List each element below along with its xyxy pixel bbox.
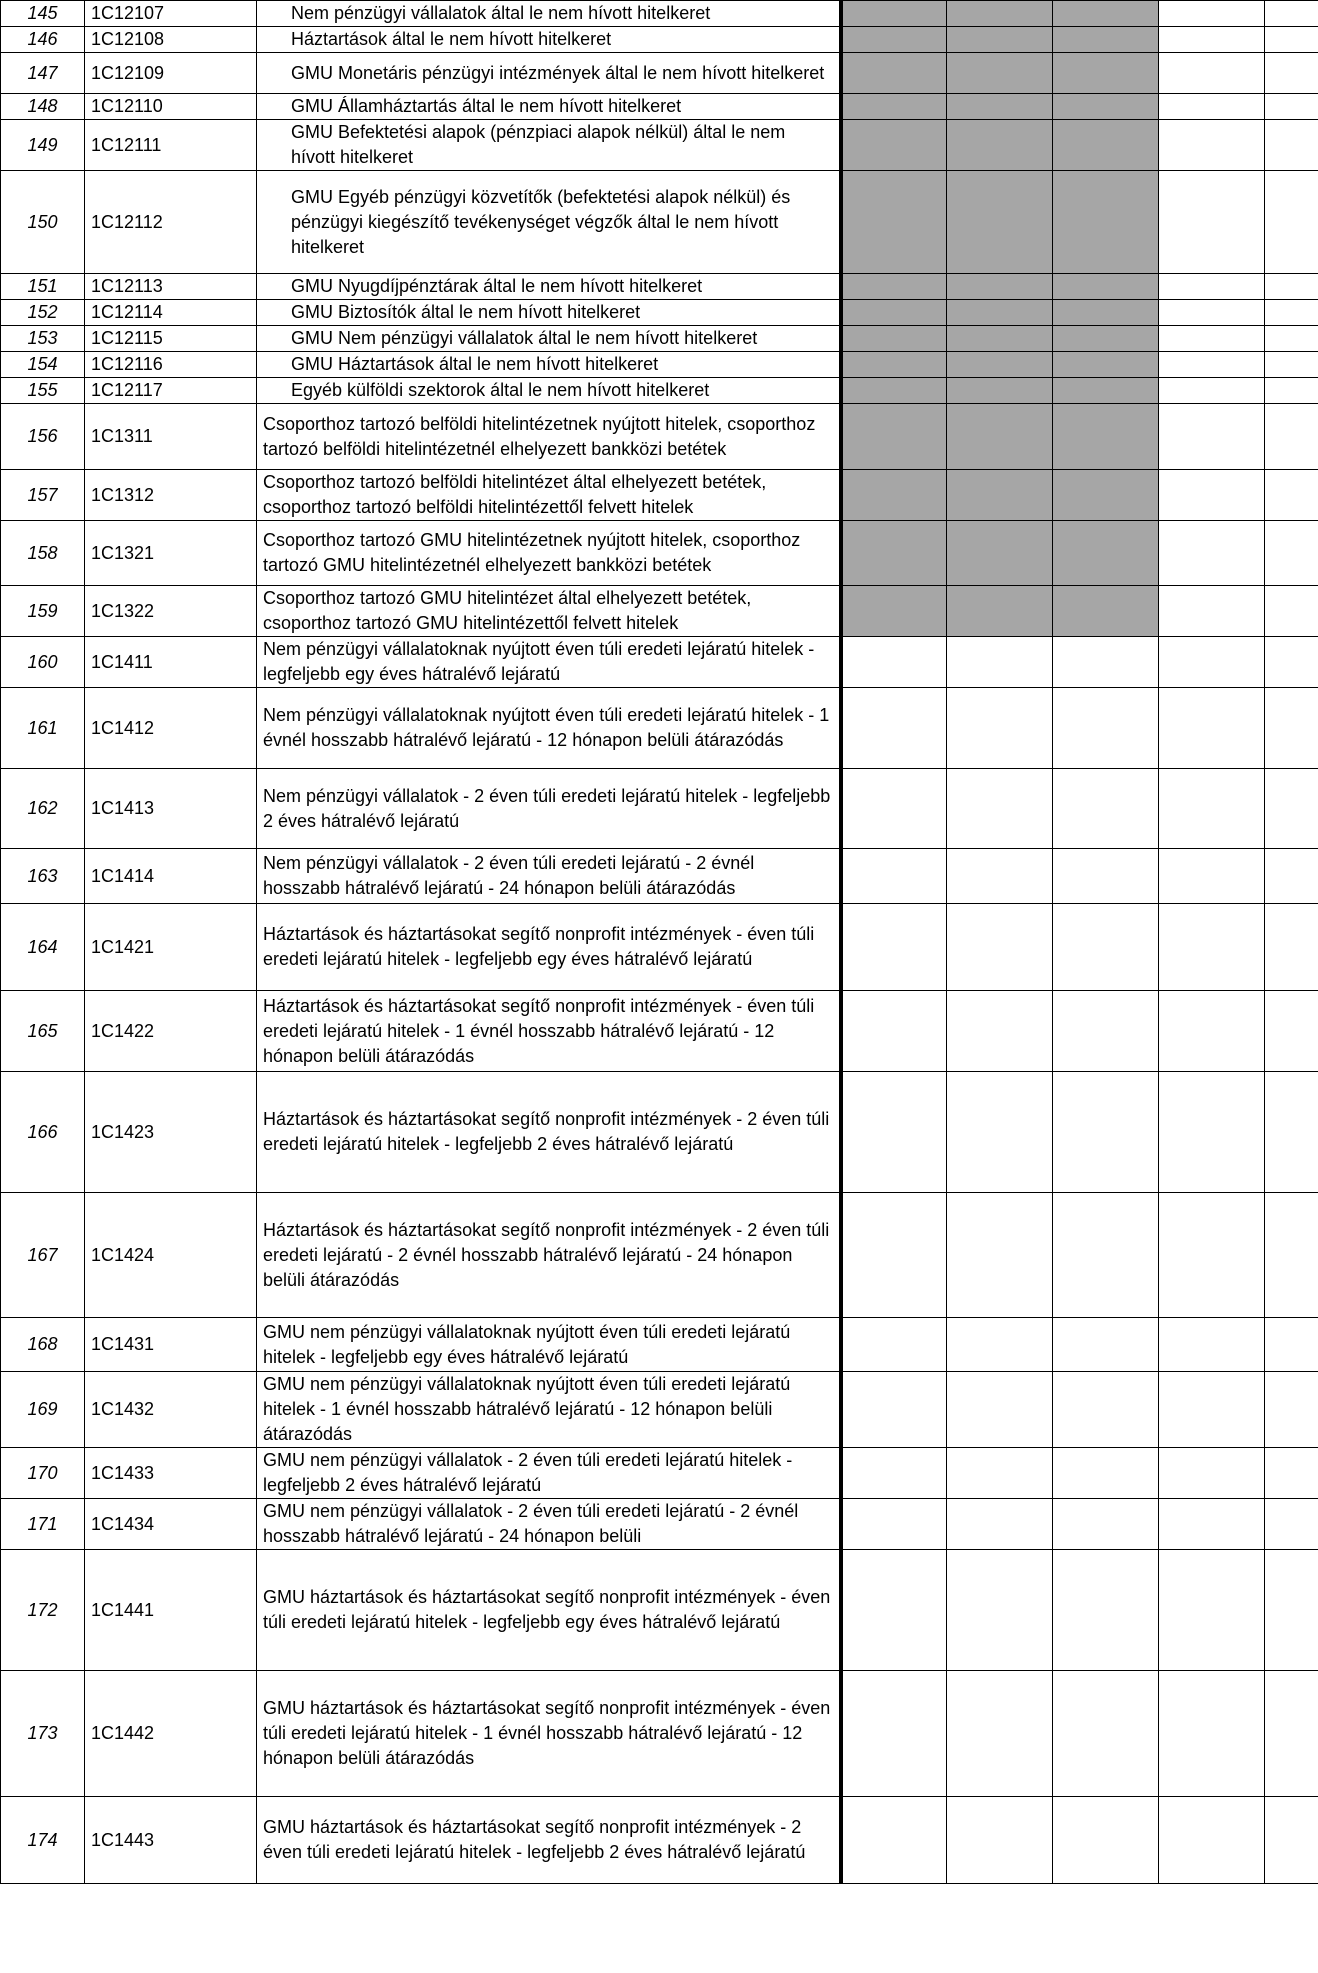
value-cell[interactable]: [947, 1318, 1053, 1372]
value-cell[interactable]: [841, 27, 947, 53]
table-row: [1, 586, 1318, 637]
value-cell[interactable]: [1053, 1372, 1159, 1448]
row-description: GMU háztartások és háztartásokat segítő nonprofit intézmények - éven túli eredeti lejáratú hitelek - 1 évnél hosszabb hátralévő lejáratú - 12 hónapon belüli átárazódás: [257, 1671, 841, 1797]
row-code: 1C1423: [85, 1072, 257, 1193]
value-cell[interactable]: [1053, 1797, 1159, 1884]
value-cell[interactable]: [1265, 1797, 1318, 1884]
row-description: GMU nem pénzügyi vállalatok - 2 éven túli eredeti lejáratú hitelek - legfeljebb 2 éves hátralévő lejáratú: [257, 1448, 841, 1499]
row-number: 170: [1, 1448, 85, 1499]
value-cell[interactable]: [841, 1499, 947, 1550]
row-description: GMU nem pénzügyi vállalatoknak nyújtott éven túli eredeti lejáratú hitelek - legfeljebb egy éves hátralévő lejáratú: [257, 1318, 841, 1372]
row-code: 1C12108: [85, 27, 257, 53]
row-code: 1C1412: [85, 688, 257, 769]
row-description: Nem pénzügyi vállalatok - 2 éven túli eredeti lejáratú - 2 évnél hosszabb hátralévő lejáratú - 24 hónapon belüli átárazódás: [257, 849, 841, 904]
value-cell[interactable]: [1053, 378, 1159, 404]
value-cell[interactable]: [1265, 378, 1318, 404]
value-cell[interactable]: [1265, 300, 1318, 326]
value-cell[interactable]: [1053, 1193, 1159, 1318]
value-cell[interactable]: [1053, 120, 1159, 171]
value-cell[interactable]: [1053, 53, 1159, 94]
row-description: GMU Nem pénzügyi vállalatok által le nem hívott hitelkeret: [257, 326, 841, 352]
row-code: 1C1322: [85, 586, 257, 637]
value-cell[interactable]: [1159, 1318, 1265, 1372]
value-cell[interactable]: [1053, 1499, 1159, 1550]
value-cell[interactable]: [1265, 94, 1318, 120]
row-number: 148: [1, 94, 85, 120]
value-cell[interactable]: [1265, 849, 1318, 904]
row-description: Csoporthoz tartozó belföldi hitelintézet által elhelyezett betétek, csoporthoz tartozó belföldi hitelintézettől felvett hitelek: [257, 470, 841, 521]
value-cell[interactable]: [1265, 120, 1318, 171]
value-cell[interactable]: [1265, 1072, 1318, 1193]
row-description: GMU Monetáris pénzügyi intézmények által le nem hívott hitelkeret: [257, 53, 841, 94]
value-cell[interactable]: [947, 688, 1053, 769]
row-description: GMU Egyéb pénzügyi közvetítők (befektetési alapok nélkül) és pénzügyi kiegészítő tevékenységet végzők által le nem hívott hitelkeret: [257, 171, 841, 274]
row-number: 157: [1, 470, 85, 521]
value-cell[interactable]: [841, 1671, 947, 1797]
row-description: Háztartások és háztartásokat segítő nonprofit intézmények - 2 éven túli eredeti lejáratú - 2 évnél hosszabb hátralévő lejáratú - 24 hónapon belüli átárazódás: [257, 1193, 841, 1318]
value-cell[interactable]: [1265, 637, 1318, 688]
value-cell[interactable]: [1053, 274, 1159, 300]
table-row: [1, 300, 1318, 326]
value-cell[interactable]: [947, 378, 1053, 404]
table-row: [1, 274, 1318, 300]
table-row: [1, 352, 1318, 378]
value-cell[interactable]: [1053, 470, 1159, 521]
row-code: 1C1441: [85, 1550, 257, 1671]
value-cell[interactable]: [1265, 904, 1318, 991]
value-cell[interactable]: [947, 586, 1053, 637]
value-cell[interactable]: [1265, 1193, 1318, 1318]
row-number: 149: [1, 120, 85, 171]
table-row: [1, 1372, 1318, 1448]
row-code: 1C1433: [85, 1448, 257, 1499]
value-cell[interactable]: [1159, 274, 1265, 300]
value-cell[interactable]: [1265, 326, 1318, 352]
value-cell[interactable]: [1159, 171, 1265, 274]
value-cell[interactable]: [1265, 1318, 1318, 1372]
value-cell[interactable]: [1053, 326, 1159, 352]
table-row: [1, 378, 1318, 404]
table-row: [1, 326, 1318, 352]
table-row: [1, 637, 1318, 688]
value-cell[interactable]: [1159, 849, 1265, 904]
table-row: [1, 521, 1318, 586]
value-cell[interactable]: [947, 1193, 1053, 1318]
value-cell[interactable]: [1053, 637, 1159, 688]
table-row: [1, 53, 1318, 94]
row-number: 160: [1, 637, 85, 688]
value-cell[interactable]: [841, 688, 947, 769]
value-cell[interactable]: [1159, 1671, 1265, 1797]
value-cell[interactable]: [1265, 769, 1318, 849]
row-description: Nem pénzügyi vállalatok által le nem hívott hitelkeret: [257, 1, 841, 27]
value-cell[interactable]: [947, 1448, 1053, 1499]
row-description: GMU Befektetési alapok (pénzpiaci alapok nélkül) által le nem hívott hitelkeret: [257, 120, 841, 171]
row-code: 1C1321: [85, 521, 257, 586]
value-cell[interactable]: [841, 637, 947, 688]
value-cell[interactable]: [947, 274, 1053, 300]
value-cell[interactable]: [947, 1372, 1053, 1448]
row-number: 167: [1, 1193, 85, 1318]
row-description: Háztartások és háztartásokat segítő nonprofit intézmények - éven túli eredeti lejáratú hitelek - 1 évnél hosszabb hátralévő lejáratú - 12 hónapon belüli átárazódás: [257, 991, 841, 1072]
value-cell[interactable]: [1265, 1671, 1318, 1797]
value-cell[interactable]: [1265, 521, 1318, 586]
value-cell[interactable]: [1159, 404, 1265, 470]
row-description: GMU nem pénzügyi vállalatoknak nyújtott éven túli eredeti lejáratú hitelek - 1 évnél hosszabb hátralévő lejáratú - 12 hónapon belüli átárazódás: [257, 1372, 841, 1448]
value-cell[interactable]: [947, 1671, 1053, 1797]
value-cell[interactable]: [841, 378, 947, 404]
value-cell[interactable]: [841, 1550, 947, 1671]
row-code: 1C12112: [85, 171, 257, 274]
value-cell[interactable]: [841, 120, 947, 171]
value-cell[interactable]: [1053, 1072, 1159, 1193]
row-description: Csoporthoz tartozó GMU hitelintézet által elhelyezett betétek, csoporthoz tartozó GMU hitelintézettől felvett hitelek: [257, 586, 841, 637]
value-cell[interactable]: [947, 326, 1053, 352]
table-row: [1, 849, 1318, 904]
row-description: GMU háztartások és háztartásokat segítő nonprofit intézmények - éven túli eredeti lejáratú hitelek - legfeljebb egy éves hátralévő lejáratú: [257, 1550, 841, 1671]
row-number: 146: [1, 27, 85, 53]
value-cell[interactable]: [841, 521, 947, 586]
value-cell[interactable]: [841, 404, 947, 470]
row-code: 1C12109: [85, 53, 257, 94]
row-number: 173: [1, 1671, 85, 1797]
value-cell[interactable]: [1053, 849, 1159, 904]
row-code: 1C12115: [85, 326, 257, 352]
value-cell[interactable]: [1265, 1448, 1318, 1499]
row-description: Háztartások és háztartásokat segítő nonprofit intézmények - éven túli eredeti lejáratú hitelek - legfeljebb egy éves hátralévő lejáratú: [257, 904, 841, 991]
value-cell[interactable]: [841, 326, 947, 352]
row-description: Nem pénzügyi vállalatoknak nyújtott éven túli eredeti lejáratú hitelek - 1 évnél hosszabb hátralévő lejáratú - 12 hónapon belüli átárazódás: [257, 688, 841, 769]
row-code: 1C1443: [85, 1797, 257, 1884]
value-cell[interactable]: [1159, 1, 1265, 27]
table-row: [1, 769, 1318, 849]
value-cell[interactable]: [841, 1, 947, 27]
row-number: 155: [1, 378, 85, 404]
value-cell[interactable]: [947, 300, 1053, 326]
value-cell[interactable]: [947, 904, 1053, 991]
row-number: 156: [1, 404, 85, 470]
table-row: [1, 1072, 1318, 1193]
row-description: Nem pénzügyi vállalatoknak nyújtott éven túli eredeti lejáratú hitelek - legfeljebb egy éves hátralévő lejáratú: [257, 637, 841, 688]
value-cell[interactable]: [1159, 1499, 1265, 1550]
value-cell[interactable]: [947, 849, 1053, 904]
value-cell[interactable]: [1159, 352, 1265, 378]
value-cell[interactable]: [841, 849, 947, 904]
value-cell[interactable]: [947, 1499, 1053, 1550]
value-cell[interactable]: [1159, 27, 1265, 53]
row-number: 159: [1, 586, 85, 637]
value-cell[interactable]: [1265, 352, 1318, 378]
value-cell[interactable]: [1053, 352, 1159, 378]
value-cell[interactable]: [841, 1797, 947, 1884]
value-cell[interactable]: [841, 1372, 947, 1448]
value-cell[interactable]: [947, 637, 1053, 688]
value-cell[interactable]: [1053, 586, 1159, 637]
value-cell[interactable]: [1159, 470, 1265, 521]
table-row: [1, 688, 1318, 769]
value-cell[interactable]: [1159, 378, 1265, 404]
row-number: 172: [1, 1550, 85, 1671]
value-cell[interactable]: [1159, 688, 1265, 769]
value-cell[interactable]: [947, 991, 1053, 1072]
row-description: GMU Háztartások által le nem hívott hitelkeret: [257, 352, 841, 378]
value-cell[interactable]: [1053, 1671, 1159, 1797]
value-cell[interactable]: [1265, 1, 1318, 27]
row-code: 1C1434: [85, 1499, 257, 1550]
value-cell[interactable]: [1053, 1318, 1159, 1372]
row-number: 154: [1, 352, 85, 378]
row-code: 1C1431: [85, 1318, 257, 1372]
row-code: 1C12114: [85, 300, 257, 326]
value-cell[interactable]: [1159, 1372, 1265, 1448]
value-cell[interactable]: [947, 769, 1053, 849]
value-cell[interactable]: [1053, 991, 1159, 1072]
value-cell[interactable]: [947, 1, 1053, 27]
value-cell[interactable]: [1159, 53, 1265, 94]
value-cell[interactable]: [841, 1072, 947, 1193]
value-cell[interactable]: [1265, 53, 1318, 94]
row-description: Csoporthoz tartozó GMU hitelintézetnek nyújtott hitelek, csoporthoz tartozó GMU hitelintézetnél elhelyezett bankközi betétek: [257, 521, 841, 586]
value-cell[interactable]: [841, 53, 947, 94]
value-cell[interactable]: [1159, 637, 1265, 688]
row-number: 166: [1, 1072, 85, 1193]
value-cell[interactable]: [1265, 404, 1318, 470]
table-row: [1, 94, 1318, 120]
value-cell[interactable]: [947, 53, 1053, 94]
table-body: [1, 1, 1318, 1884]
row-description: GMU Államháztartás által le nem hívott hitelkeret: [257, 94, 841, 120]
table-row: [1, 1193, 1318, 1318]
row-description: Egyéb külföldi szektorok által le nem hívott hitelkeret: [257, 378, 841, 404]
value-cell[interactable]: [841, 470, 947, 521]
value-cell[interactable]: [947, 120, 1053, 171]
table-row: [1, 1448, 1318, 1499]
value-cell[interactable]: [1265, 991, 1318, 1072]
value-cell[interactable]: [1159, 521, 1265, 586]
value-cell[interactable]: [841, 586, 947, 637]
value-cell[interactable]: [1159, 1448, 1265, 1499]
row-code: 1C1411: [85, 637, 257, 688]
value-cell[interactable]: [947, 1072, 1053, 1193]
table-row: [1, 1318, 1318, 1372]
value-cell[interactable]: [1053, 521, 1159, 586]
row-number: 168: [1, 1318, 85, 1372]
value-cell[interactable]: [841, 274, 947, 300]
value-cell[interactable]: [1265, 586, 1318, 637]
row-code: 1C12117: [85, 378, 257, 404]
row-number: 158: [1, 521, 85, 586]
value-cell[interactable]: [1159, 1072, 1265, 1193]
row-number: 162: [1, 769, 85, 849]
value-cell[interactable]: [1053, 171, 1159, 274]
value-cell[interactable]: [1053, 27, 1159, 53]
row-description: GMU Biztosítók által le nem hívott hitelkeret: [257, 300, 841, 326]
value-cell[interactable]: [1265, 688, 1318, 769]
value-cell[interactable]: [947, 171, 1053, 274]
table-row: [1, 27, 1318, 53]
row-description: GMU Nyugdíjpénztárak által le nem hívott hitelkeret: [257, 274, 841, 300]
row-number: 165: [1, 991, 85, 1072]
value-cell[interactable]: [1159, 991, 1265, 1072]
row-number: 147: [1, 53, 85, 94]
value-cell[interactable]: [947, 27, 1053, 53]
value-cell[interactable]: [841, 171, 947, 274]
value-cell[interactable]: [1159, 1193, 1265, 1318]
table-row: [1, 1671, 1318, 1797]
row-code: 1C12107: [85, 1, 257, 27]
row-code: 1C1414: [85, 849, 257, 904]
value-cell[interactable]: [947, 94, 1053, 120]
value-cell[interactable]: [841, 1448, 947, 1499]
row-code: 1C12113: [85, 274, 257, 300]
value-cell[interactable]: [947, 352, 1053, 378]
value-cell[interactable]: [1159, 300, 1265, 326]
value-cell[interactable]: [1159, 1550, 1265, 1671]
table-row: [1, 171, 1318, 274]
value-cell[interactable]: [947, 521, 1053, 586]
row-description: GMU háztartások és háztartásokat segítő nonprofit intézmények - 2 éven túli eredeti lejáratú hitelek - legfeljebb 2 éves hátralévő lejáratú: [257, 1797, 841, 1884]
value-cell[interactable]: [1265, 171, 1318, 274]
row-number: 164: [1, 904, 85, 991]
value-cell[interactable]: [1265, 1372, 1318, 1448]
row-number: 150: [1, 171, 85, 274]
table-row: [1, 904, 1318, 991]
row-number: 161: [1, 688, 85, 769]
value-cell[interactable]: [947, 404, 1053, 470]
row-code: 1C1432: [85, 1372, 257, 1448]
value-cell[interactable]: [1053, 300, 1159, 326]
value-cell[interactable]: [1265, 274, 1318, 300]
value-cell[interactable]: [841, 352, 947, 378]
value-cell[interactable]: [841, 300, 947, 326]
row-number: 153: [1, 326, 85, 352]
row-number: 169: [1, 1372, 85, 1448]
value-cell[interactable]: [841, 991, 947, 1072]
table-row: [1, 470, 1318, 521]
row-description: GMU nem pénzügyi vállalatok - 2 éven túli eredeti lejáratú - 2 évnél hosszabb hátralévő lejáratú - 24 hónapon belüli: [257, 1499, 841, 1550]
value-cell[interactable]: [947, 470, 1053, 521]
row-description: Háztartások által le nem hívott hitelkeret: [257, 27, 841, 53]
value-cell[interactable]: [1053, 94, 1159, 120]
value-cell[interactable]: [1053, 1, 1159, 27]
value-cell[interactable]: [1159, 904, 1265, 991]
row-description: Csoporthoz tartozó belföldi hitelintézetnek nyújtott hitelek, csoporthoz tartozó belföldi hitelintézetnél elhelyezett bankközi betétek: [257, 404, 841, 470]
row-description: Nem pénzügyi vállalatok - 2 éven túli eredeti lejáratú hitelek - legfeljebb 2 éves hátralévő lejáratú: [257, 769, 841, 849]
value-cell[interactable]: [1053, 404, 1159, 470]
table-row: [1, 1499, 1318, 1550]
row-code: 1C12111: [85, 120, 257, 171]
value-cell[interactable]: [1053, 1448, 1159, 1499]
row-code: 1C1442: [85, 1671, 257, 1797]
row-code: 1C1424: [85, 1193, 257, 1318]
table-row: [1, 120, 1318, 171]
value-cell[interactable]: [1159, 769, 1265, 849]
row-number: 145: [1, 1, 85, 27]
row-number: 163: [1, 849, 85, 904]
value-cell[interactable]: [841, 1318, 947, 1372]
row-description: Háztartások és háztartásokat segítő nonprofit intézmények - 2 éven túli eredeti lejáratú hitelek - legfeljebb 2 éves hátralévő lejáratú: [257, 1072, 841, 1193]
value-cell[interactable]: [1053, 904, 1159, 991]
table-row: [1, 404, 1318, 470]
value-cell[interactable]: [1265, 470, 1318, 521]
value-cell[interactable]: [1159, 120, 1265, 171]
value-cell[interactable]: [1265, 1499, 1318, 1550]
row-code: 1C1422: [85, 991, 257, 1072]
value-cell[interactable]: [841, 94, 947, 120]
row-code: 1C1421: [85, 904, 257, 991]
row-code: 1C1413: [85, 769, 257, 849]
value-cell[interactable]: [1159, 1797, 1265, 1884]
value-cell[interactable]: [841, 1193, 947, 1318]
table-row: [1, 1, 1318, 27]
value-cell[interactable]: [1265, 1550, 1318, 1671]
value-cell[interactable]: [1265, 27, 1318, 53]
row-code: 1C12110: [85, 94, 257, 120]
table-row: [1, 1797, 1318, 1884]
value-cell[interactable]: [947, 1797, 1053, 1884]
value-cell[interactable]: [1159, 586, 1265, 637]
value-cell[interactable]: [1159, 326, 1265, 352]
value-cell[interactable]: [1053, 769, 1159, 849]
row-code: 1C1312: [85, 470, 257, 521]
table-row: [1, 1550, 1318, 1671]
value-cell[interactable]: [1053, 1550, 1159, 1671]
row-number: 174: [1, 1797, 85, 1884]
value-cell[interactable]: [841, 904, 947, 991]
row-number: 151: [1, 274, 85, 300]
row-number: 171: [1, 1499, 85, 1550]
row-number: 152: [1, 300, 85, 326]
value-cell[interactable]: [841, 769, 947, 849]
row-code: 1C1311: [85, 404, 257, 470]
value-cell[interactable]: [1159, 94, 1265, 120]
table-row: [1, 991, 1318, 1072]
value-cell[interactable]: [1053, 688, 1159, 769]
row-code: 1C12116: [85, 352, 257, 378]
value-cell[interactable]: [947, 1550, 1053, 1671]
